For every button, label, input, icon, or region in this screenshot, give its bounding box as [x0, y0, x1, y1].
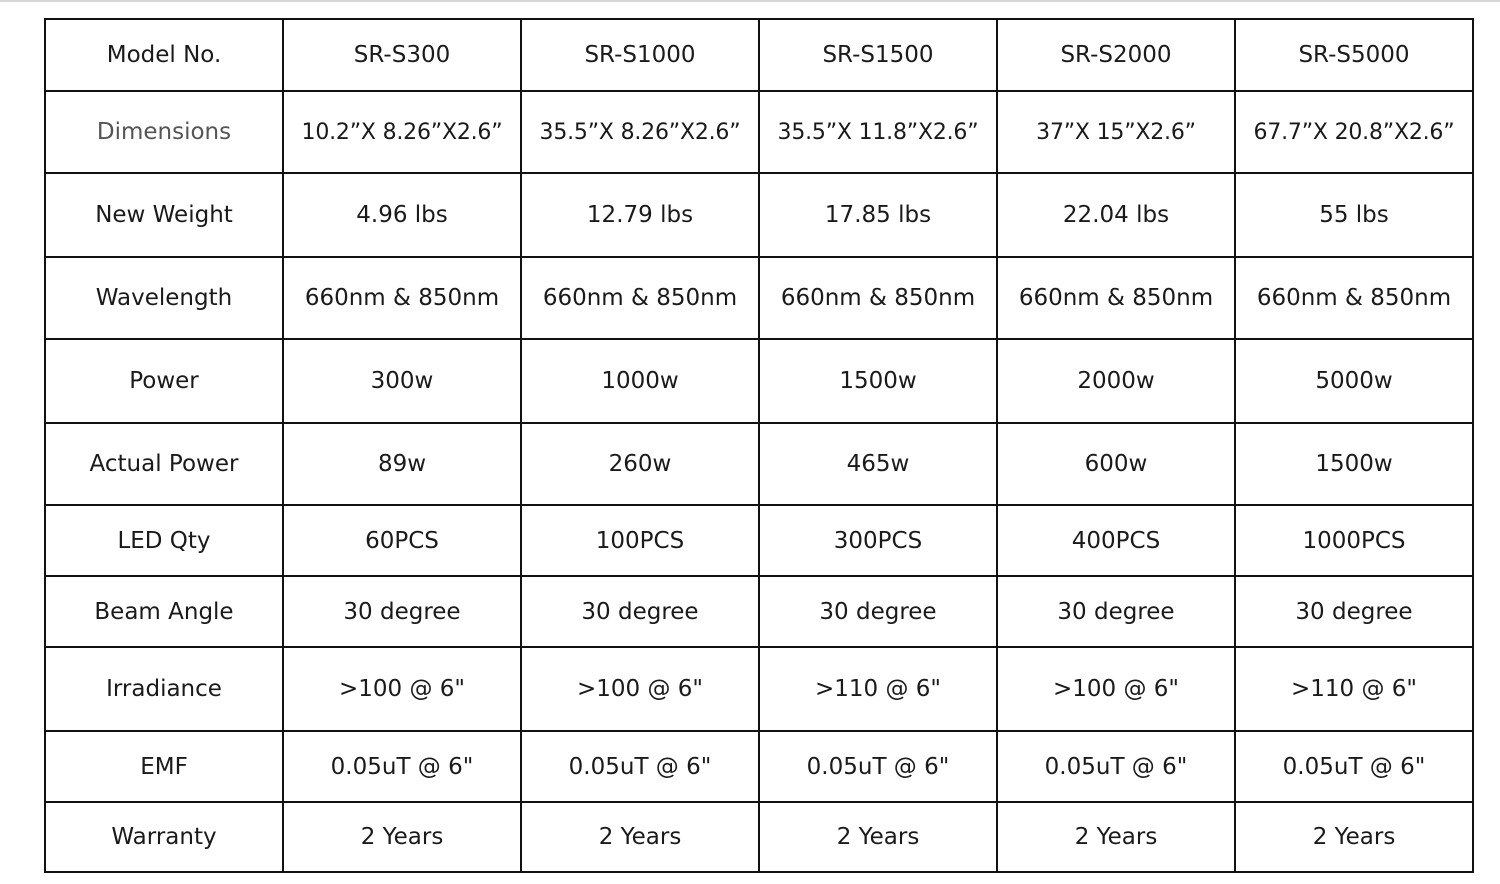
table-cell: 100PCS [521, 505, 759, 576]
row-label: Wavelength [45, 257, 283, 339]
table-header-row [45, 19, 1473, 91]
table-cell: 17.85 lbs [759, 173, 997, 257]
table-cell: 0.05uT @ 6" [1235, 731, 1473, 802]
table-cell: >110 @ 6" [1235, 647, 1473, 731]
table-row-wavelength [45, 257, 1473, 339]
table-row-warranty [45, 802, 1473, 872]
table-cell: 2000w [997, 339, 1235, 423]
row-label: Irradiance [45, 647, 283, 731]
table-cell: 30 degree [521, 576, 759, 647]
row-label: New Weight [45, 173, 283, 257]
table-cell: 1500w [1235, 423, 1473, 505]
row-label: LED Qty [45, 505, 283, 576]
row-label: EMF [45, 731, 283, 802]
table-cell: 5000w [1235, 339, 1473, 423]
table-cell: 2 Years [283, 802, 521, 872]
table-cell: 400PCS [997, 505, 1235, 576]
table-row-emf [45, 731, 1473, 802]
table-row-irradiance [45, 647, 1473, 731]
table-row-dimensions [45, 91, 1473, 173]
header-cell-sr-s2000: SR-S2000 [997, 19, 1235, 91]
table-cell: 0.05uT @ 6" [759, 731, 997, 802]
header-cell-sr-s1500: SR-S1500 [759, 19, 997, 91]
table-cell: 660nm & 850nm [997, 257, 1235, 339]
table-row-led-qty [45, 505, 1473, 576]
table-cell: 300w [283, 339, 521, 423]
header-cell-sr-s1000: SR-S1000 [521, 19, 759, 91]
row-label: Power [45, 339, 283, 423]
table-cell: 22.04 lbs [997, 173, 1235, 257]
spec-table [44, 18, 1474, 873]
table-cell: 12.79 lbs [521, 173, 759, 257]
table-cell: 1000PCS [1235, 505, 1473, 576]
header-cell-sr-s300: SR-S300 [283, 19, 521, 91]
table-cell: 660nm & 850nm [521, 257, 759, 339]
table-cell: 660nm & 850nm [759, 257, 997, 339]
table-cell: 1500w [759, 339, 997, 423]
table-cell: 1000w [521, 339, 759, 423]
row-label: Actual Power [45, 423, 283, 505]
table-cell: 660nm & 850nm [283, 257, 521, 339]
table-cell: 4.96 lbs [283, 173, 521, 257]
table-cell: 2 Years [997, 802, 1235, 872]
header-cell-sr-s5000: SR-S5000 [1235, 19, 1473, 91]
table-cell: 10.2”X 8.26”X2.6” [283, 91, 521, 173]
table-cell: 0.05uT @ 6" [997, 731, 1235, 802]
header-cell-model-no: Model No. [45, 19, 283, 91]
table-cell: >100 @ 6" [997, 647, 1235, 731]
row-label: Warranty [45, 802, 283, 872]
table-row-actual-power [45, 423, 1473, 505]
top-divider [0, 0, 1500, 2]
table-row-power [45, 339, 1473, 423]
table-cell: 2 Years [521, 802, 759, 872]
row-label: Beam Angle [45, 576, 283, 647]
table-cell: 660nm & 850nm [1235, 257, 1473, 339]
table-cell: 30 degree [1235, 576, 1473, 647]
table-cell: 35.5”X 11.8”X2.6” [759, 91, 997, 173]
table-cell: 260w [521, 423, 759, 505]
table-cell: 30 degree [997, 576, 1235, 647]
table-cell: 600w [997, 423, 1235, 505]
table-cell: 35.5”X 8.26”X2.6” [521, 91, 759, 173]
table-cell: 37”X 15”X2.6” [997, 91, 1235, 173]
table-cell: 2 Years [1235, 802, 1473, 872]
table-cell: 2 Years [759, 802, 997, 872]
table-cell: 0.05uT @ 6" [521, 731, 759, 802]
table-cell: >100 @ 6" [283, 647, 521, 731]
table-cell: 30 degree [759, 576, 997, 647]
table-cell: >100 @ 6" [521, 647, 759, 731]
table-row-new-weight [45, 173, 1473, 257]
table-cell: >110 @ 6" [759, 647, 997, 731]
table-cell: 60PCS [283, 505, 521, 576]
table-row-beam-angle [45, 576, 1473, 647]
table-cell: 89w [283, 423, 521, 505]
row-label: Dimensions [45, 91, 283, 173]
table-cell: 30 degree [283, 576, 521, 647]
table-cell: 55 lbs [1235, 173, 1473, 257]
table-cell: 465w [759, 423, 997, 505]
table-cell: 0.05uT @ 6" [283, 731, 521, 802]
table-cell: 67.7”X 20.8”X2.6” [1235, 91, 1473, 173]
table-cell: 300PCS [759, 505, 997, 576]
